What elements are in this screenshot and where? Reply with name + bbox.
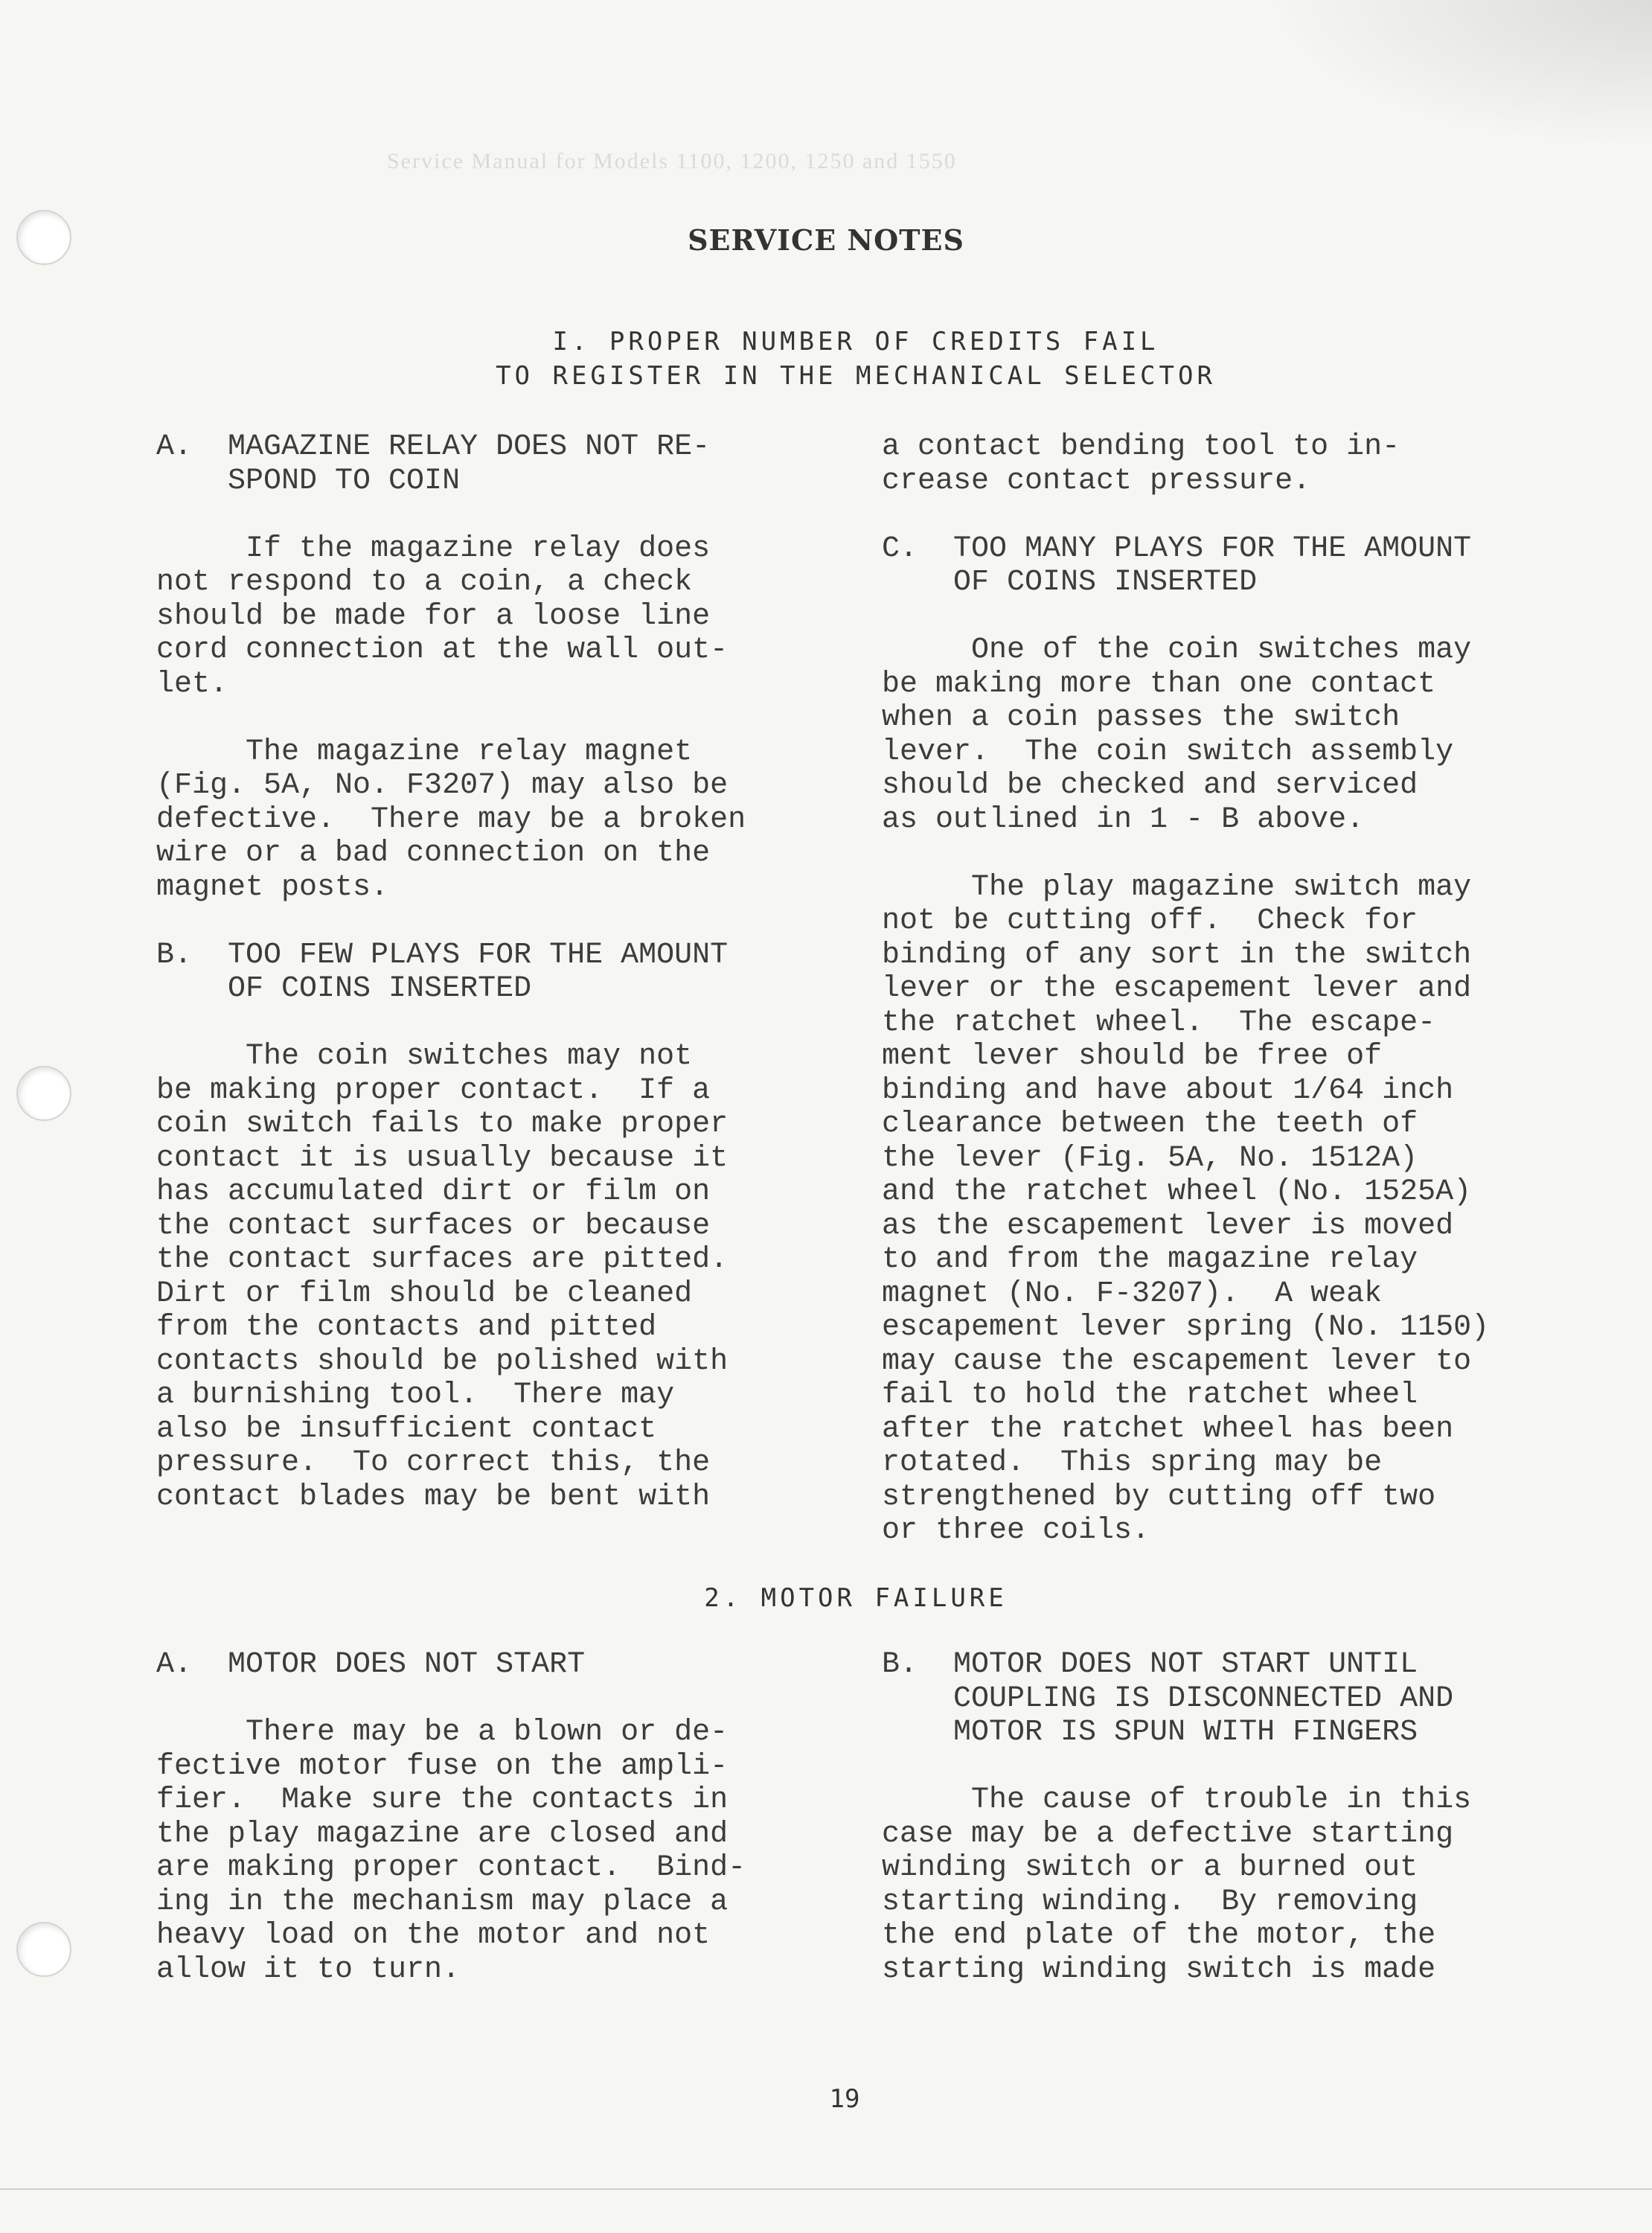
text-line: should be made for a loose line — [156, 599, 711, 633]
text-line: fail to hold the ratchet wheel — [882, 1379, 1418, 1412]
text-line: wire or a bad connection on the — [156, 837, 711, 870]
text-line — [882, 1750, 1471, 1784]
section-1-left-column — [156, 430, 746, 1514]
text-line: OF COINS INSERTED — [156, 972, 532, 1006]
text-line — [156, 1682, 746, 1716]
text-line: One of the coin switches may — [882, 633, 1472, 667]
text-line: be making more than one contact — [882, 667, 1436, 701]
text-line — [882, 600, 1489, 634]
section-1-heading-line-1: I. PROPER NUMBER OF CREDITS FAIL — [552, 327, 1159, 357]
text-line: rotated. This spring may be — [882, 1446, 1383, 1480]
text-line: ment lever should be free of — [882, 1040, 1383, 1073]
text-line: case may be a defective starting — [882, 1817, 1454, 1851]
text-line: MOTOR IS SPUN WITH FINGERS — [882, 1716, 1418, 1749]
text-line: when a coin passes the switch — [882, 701, 1400, 735]
text-line — [156, 1006, 746, 1041]
text-line: OF COINS INSERTED — [882, 566, 1258, 599]
text-line: the play magazine are closed and — [156, 1817, 729, 1851]
page-bottom-edge — [0, 2188, 1652, 2190]
text-line: The coin switches may not — [156, 1040, 693, 1073]
text-line: not be cutting off. Check for — [882, 904, 1418, 938]
text-line: a burnishing tool. There may — [156, 1379, 675, 1412]
text-line: ing in the mechanism may place a — [156, 1885, 729, 1919]
text-line: binding and have about 1/64 inch — [882, 1073, 1454, 1108]
text-line: let. — [156, 667, 228, 701]
text-line: binding of any sort in the switch — [882, 938, 1472, 972]
text-line: fective motor fuse on the ampli- — [156, 1749, 729, 1783]
section-1-right-column — [882, 430, 1489, 1548]
text-line — [156, 498, 746, 532]
text-line: A. MAGAZINE RELAY DOES NOT RE- — [156, 430, 711, 464]
page-number: 19 — [829, 2084, 860, 2114]
text-line — [156, 701, 746, 735]
text-line: coin switch fails to make proper — [156, 1108, 729, 1141]
text-line — [882, 837, 1489, 871]
page-title: SERVICE NOTES — [688, 223, 964, 257]
text-line: should be checked and serviced — [882, 769, 1418, 802]
text-line: the contact surfaces are pitted. — [156, 1243, 729, 1277]
text-line: contacts should be polished with — [156, 1344, 729, 1379]
text-line: If the magazine relay does — [156, 531, 711, 566]
text-line: magnet (No. F-3207). A weak — [882, 1277, 1383, 1311]
section-2-left-column — [156, 1648, 746, 1987]
text-line: heavy load on the motor and not — [156, 1919, 711, 1952]
text-line: A. MOTOR DOES NOT START — [156, 1648, 586, 1681]
text-line: The cause of trouble in this — [882, 1783, 1472, 1817]
section-2-heading: 2. MOTOR FAILURE — [704, 1583, 1008, 1613]
text-line: SPOND TO COIN — [156, 464, 461, 498]
text-line: magnet posts. — [156, 870, 389, 904]
text-line: pressure. To correct this, the — [156, 1446, 711, 1480]
text-line: The play magazine switch may — [882, 870, 1472, 904]
text-line: may cause the escapement lever to — [882, 1344, 1472, 1379]
text-line: winding switch or a burned out — [882, 1851, 1418, 1885]
text-line: the end plate of the motor, the — [882, 1919, 1436, 1952]
text-line: and the ratchet wheel (No. 1525A) — [882, 1175, 1472, 1209]
text-line: B. MOTOR DOES NOT START UNTIL — [882, 1648, 1418, 1681]
bleed-through-header: Service Manual for Models 1100, 1200, 1250 and 1550 — [387, 149, 957, 173]
text-line — [156, 904, 746, 939]
text-line: contact it is usually because it — [156, 1141, 729, 1175]
text-line: fier. Make sure the contacts in — [156, 1783, 729, 1817]
page-shading — [1265, 0, 1652, 149]
text-line: There may be a blown or de- — [156, 1716, 729, 1749]
binder-hole-middle — [16, 1066, 71, 1121]
text-line: the ratchet wheel. The escape- — [882, 1006, 1436, 1040]
text-line: lever. The coin switch assembly — [882, 735, 1454, 769]
text-line: strengthened by cutting off two — [882, 1480, 1436, 1514]
text-line: cord connection at the wall out- — [156, 633, 729, 667]
text-line: as outlined in 1 - B above. — [882, 802, 1365, 837]
binder-hole-bottom — [16, 1922, 71, 1977]
text-line: or three coils. — [882, 1514, 1150, 1547]
text-line: not respond to a coin, a check — [156, 566, 693, 599]
text-line — [882, 498, 1489, 532]
text-line: COUPLING IS DISCONNECTED AND — [882, 1681, 1454, 1716]
text-line: contact blades may be bent with — [156, 1480, 711, 1514]
text-line: allow it to turn. — [156, 1952, 461, 1987]
text-line: has accumulated dirt or film on — [156, 1175, 711, 1209]
text-line: B. TOO FEW PLAYS FOR THE AMOUNT — [156, 938, 729, 972]
text-line: to and from the magazine relay — [882, 1243, 1418, 1277]
text-line: lever or the escapement lever and — [882, 972, 1472, 1006]
text-line: the lever (Fig. 5A, No. 1512A) — [882, 1141, 1418, 1175]
section-2-right-column — [882, 1648, 1471, 1987]
text-line: are making proper contact. Bind- — [156, 1851, 746, 1885]
text-line: also be insufficient contact — [156, 1412, 657, 1446]
text-line: defective. There may be a broken — [156, 802, 746, 837]
text-line: as the escapement lever is moved — [882, 1209, 1454, 1243]
section-1-heading-line-2: TO REGISTER IN THE MECHANICAL SELECTOR — [496, 361, 1216, 391]
text-line: after the ratchet wheel has been — [882, 1412, 1454, 1446]
text-line: starting winding switch is made — [882, 1952, 1436, 1987]
text-line: crease contact pressure. — [882, 464, 1311, 498]
text-line: (Fig. 5A, No. F3207) may also be — [156, 769, 729, 802]
text-line: Dirt or film should be cleaned — [156, 1277, 693, 1311]
text-line: the contact surfaces or because — [156, 1209, 711, 1243]
text-line: escapement lever spring (No. 1150) — [882, 1311, 1490, 1344]
text-line: The magazine relay magnet — [156, 735, 693, 769]
text-line: starting winding. By removing — [882, 1885, 1418, 1919]
text-line: a contact bending tool to in- — [882, 430, 1400, 464]
text-line: from the contacts and pitted — [156, 1311, 657, 1344]
text-line: be making proper contact. If a — [156, 1073, 711, 1108]
text-line: clearance between the teeth of — [882, 1108, 1418, 1141]
text-line: C. TOO MANY PLAYS FOR THE AMOUNT — [882, 531, 1472, 566]
